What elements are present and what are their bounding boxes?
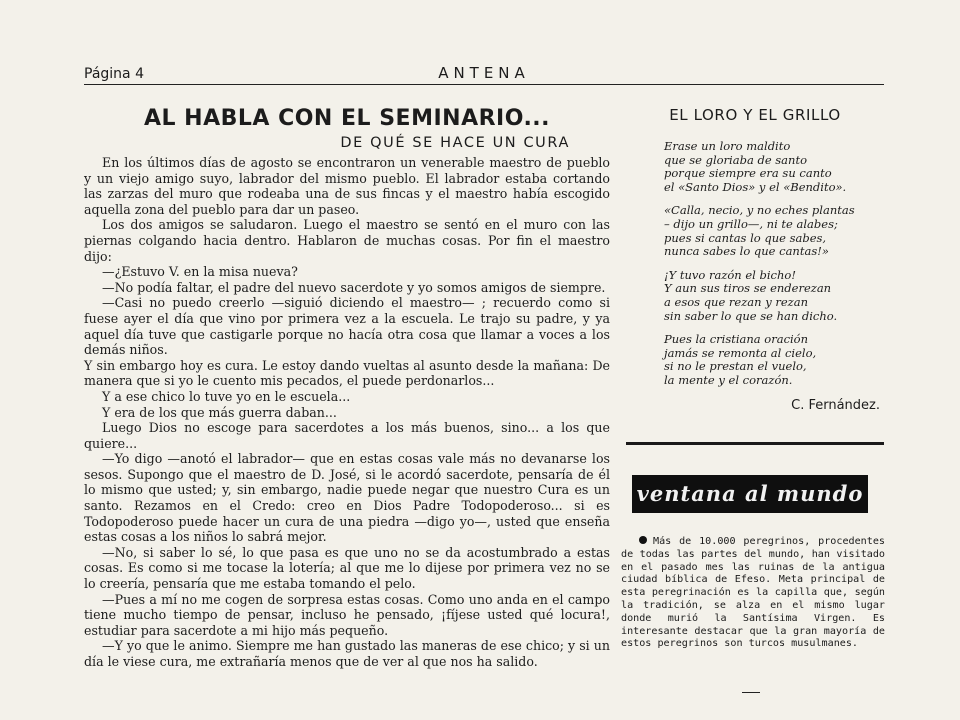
article-paragraph: En los últimos días de agosto se encontraron un venerable maestro de pueblo y un viejo amigo suyo, labrador del mismo pueblo. El labrador estaba cortando las zarzas del muro que rodeaba una de sus fincas y el maestro había escogido aquella zona del pueblo para dar un paseo.: [84, 155, 610, 217]
poem-stanza: [664, 333, 884, 387]
poem-line: pues si cantas lo que sabes,: [664, 230, 827, 245]
poem-stanza: [664, 204, 884, 258]
article: [84, 100, 610, 670]
poem-author: C. Fernández.: [791, 397, 880, 413]
poem-line: Erase un loro maldito: [664, 139, 791, 153]
article-paragraph: —Casi no puedo creerlo —siguió diciendo el maestro— ; recuerdo como si fuese ayer el día que vino por primera vez a la escuela. Le trajo su padre, y ya aquel día tuve que castigarle porque no hacía otra cosa que llamar a voces a los demás niños.: [84, 295, 610, 358]
article-subheadline: DE QUÉ SE HACE UN CURA: [340, 135, 570, 151]
article-paragraph: —No, si saber lo sé, lo que pasa es que uno no se da acostumbrado a estas cosas. Es como si me tocase la lotería; al que me lo dijese por primera vez no se lo creería, pensaría que me estaba tomando el pelo.: [84, 544, 610, 592]
poem-line: la mente y el corazón.: [664, 372, 793, 387]
article-paragraph: Y era de los que más guerra daban...: [102, 404, 337, 420]
poem-line: porque siempre era su canto: [664, 166, 832, 181]
section-banner-title: ventana al mundo: [636, 481, 864, 506]
news-text: Más de 10.000 peregrinos, procedentes de todas las partes del mundo, han visitado en el pasado mes las ruinas de la antigua ciudad bíblica de Efeso. Meta principal de esta peregrinación es la capilla que, según la tradición, se alza en el mismo lugar donde murió la Santísima Virgen. Es interesante destacar que la gran mayoría de estos peregrinos son turcos musulmanes.: [621, 536, 885, 650]
poem: [626, 100, 884, 413]
poem-stanza: [664, 140, 884, 194]
article-paragraph: —Y yo que le animo. Siempre me han gustado las maneras de ese chico; y si un día le viese cura, me extrañaría menos que de ver al que nos ha salido.: [84, 638, 610, 669]
poem-line: que se gloriaba de santo: [664, 152, 807, 167]
page-number: Página 4: [84, 66, 144, 82]
poem-line: a esos que rezan y rezan: [664, 294, 808, 309]
article-paragraph: Luego Dios no escoge para sacerdotes a los más buenos, sino... a los que quiere...: [84, 420, 610, 451]
column-rule: [626, 442, 884, 445]
page-header: [84, 62, 884, 86]
bullet-icon: [639, 536, 647, 544]
poem-line: sin saber lo que se han dicho.: [664, 308, 838, 323]
article-paragraph: —Yo digo —anotó el labrador— que en estas cosas vale más no devanarse los sesos. Supongo que el maestro de D. José, si le acordó sacerdote, pensaría de él lo mismo que usted; y, sin embargo, nadie puede negar que nuestro Cura es un santo. Rezamos en el Credo: creo en Dios Padre Todopoderoso... si es Todopoderoso puede hacer un cura de una piedra —digo yo—, usted que enseña estas cosas a los niños lo sabrá mejor.: [84, 451, 610, 545]
article-paragraph: —¿Estuvo V. en la misa nueva?: [102, 264, 298, 280]
article-headline: AL HABLA CON EL SEMINARIO...: [143, 106, 551, 131]
poem-line: nunca sabes lo que cantas!»: [664, 244, 829, 259]
news-item: [621, 536, 885, 651]
poem-line: jamás se remonta al cielo,: [664, 345, 817, 360]
poem-line: Y aun sus tiros se enderezan: [664, 281, 832, 296]
article-paragraph: —No podía faltar, el padre del nuevo sacerdote y yo somos amigos de siempre.: [102, 279, 606, 295]
poem-line: – dijo un grillo—, ni te alabes;: [664, 216, 838, 231]
header-rule: [84, 84, 884, 85]
separator-dash: [742, 692, 760, 693]
article-paragraph: Los dos amigos se saludaron. Luego el maestro se sentó en el muro con las piernas colgando hacia dentro. Hablaron de muchas cosas. Por fin el maestro dijo:: [84, 217, 610, 264]
poem-line: ¡Y tuvo razón el bicho!: [664, 267, 796, 282]
section-banner: [632, 475, 868, 513]
poem-line: Pues la cristiana oración: [664, 332, 809, 347]
poem-stanza: [664, 269, 884, 323]
article-paragraph: —Pues a mí no me cogen de sorpresa estas cosas. Como uno anda en el campo tiene mucho tiempo de pensar, incluso he pensado, ¡fíjese usted qué locura!, estudiar para sacerdote a mi hijo más pequeño.: [84, 591, 610, 638]
poem-line: si no le prestan el vuelo,: [664, 359, 807, 374]
article-paragraph: Y sin embargo hoy es cura. Le estoy dando vueltas al asunto desde la mañana: De manera que si yo le cuento mis pecados, el puede perdonarlos...: [84, 357, 610, 389]
article-paragraph: Y a ese chico lo tuve yo en le escuela...: [102, 388, 351, 404]
poem-line: «Calla, necio, y no eches plantas: [664, 203, 855, 218]
poem-line: el «Santo Dios» y el «Bendito».: [664, 179, 847, 194]
publication-name: ANTENA: [438, 64, 530, 82]
poem-title: EL LORO Y EL GRILLO: [669, 106, 841, 124]
